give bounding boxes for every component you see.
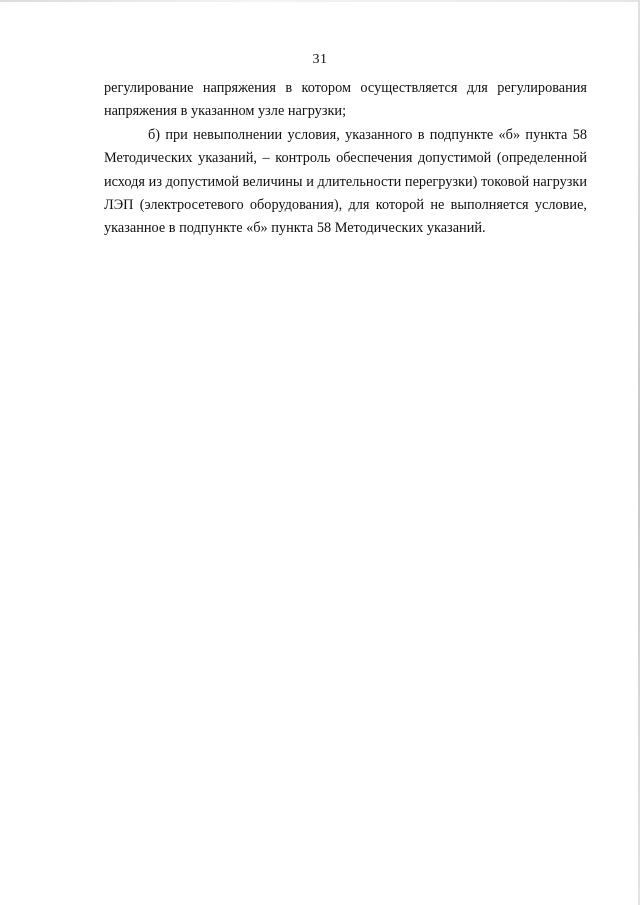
page-number: 31 bbox=[312, 52, 328, 67]
paragraph-item-b: б) при невыполнении условия, указанного в подпункте «б» пункта 58 Методических указаний, – контроль обеспечения допустимой (определенной исходя из допустимой величины и длительности перегрузки) токовой нагрузки ЛЭП (электросетевого оборудования), для которой не выполняется условие, указанное в подпункте «б» пункта 58 Методических указаний. bbox=[104, 126, 587, 237]
document-body bbox=[104, 77, 587, 241]
paragraph-continuation: регулирование напряжения в котором осуществляется для регулирования напряжения в указанном узле нагрузки; bbox=[104, 80, 587, 120]
scan-edge-top bbox=[0, 0, 640, 2]
